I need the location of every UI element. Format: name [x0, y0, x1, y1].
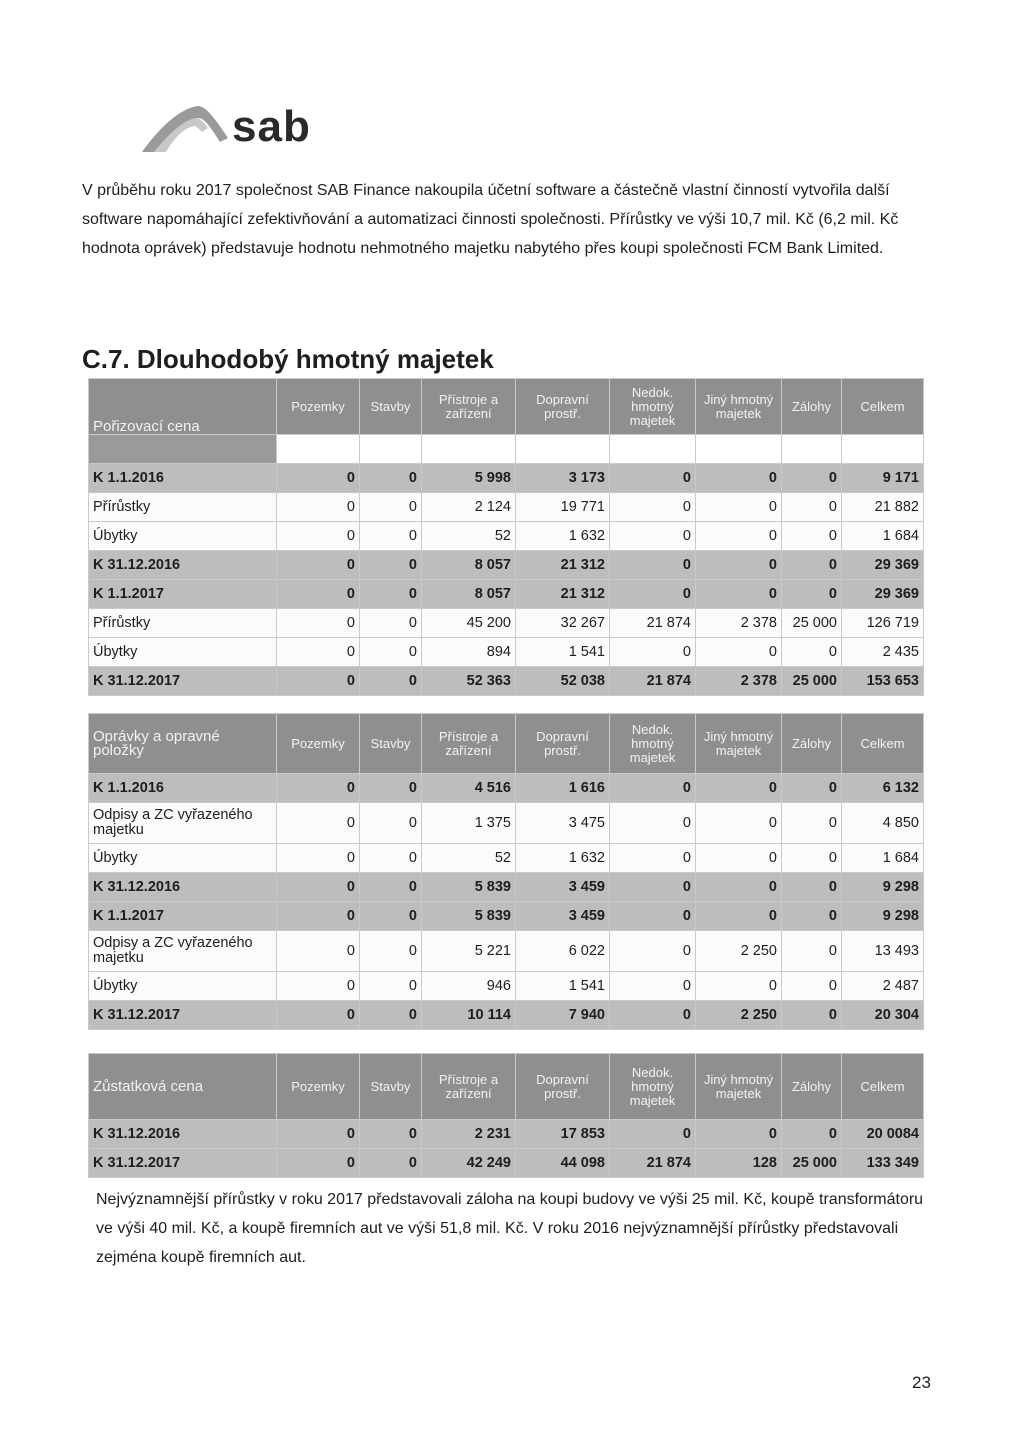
header-spacer	[782, 435, 842, 464]
cell-value: 0	[696, 902, 782, 931]
cell-value: 0	[360, 1120, 422, 1149]
cell-value: 0	[277, 551, 360, 580]
cell-value: 0	[360, 1149, 422, 1178]
column-header: Zálohy	[782, 379, 842, 435]
row-label: K 1.1.2016	[89, 774, 277, 803]
cell-value: 0	[277, 464, 360, 493]
cell-value: 0	[277, 609, 360, 638]
cell-value: 21 312	[516, 551, 610, 580]
cell-value: 2 378	[696, 609, 782, 638]
table-residual-value	[88, 1053, 924, 1178]
cell-value: 0	[360, 580, 422, 609]
cell-value: 52	[422, 844, 516, 873]
cell-value: 6 132	[842, 774, 924, 803]
cell-value: 45 200	[422, 609, 516, 638]
cell-value: 4 516	[422, 774, 516, 803]
page-number: 23	[912, 1373, 931, 1392]
cell-value: 0	[610, 493, 696, 522]
table-row	[89, 493, 924, 522]
cell-value: 19 771	[516, 493, 610, 522]
cell-value: 126 719	[842, 609, 924, 638]
cell-value: 0	[360, 551, 422, 580]
cell-value: 0	[360, 522, 422, 551]
cell-value: 0	[360, 803, 422, 844]
cell-value: 0	[782, 1001, 842, 1030]
table-body	[89, 774, 924, 1030]
column-header: Jiný hmotný majetek	[696, 379, 782, 435]
cell-value: 21 882	[842, 493, 924, 522]
cell-value: 0	[696, 522, 782, 551]
row-label: Přírůstky	[89, 493, 277, 522]
cell-value: 2 487	[842, 972, 924, 1001]
cell-value: 21 874	[610, 609, 696, 638]
cell-value: 0	[696, 803, 782, 844]
table-row	[89, 464, 924, 493]
cell-value: 0	[277, 873, 360, 902]
cell-value: 3 459	[516, 873, 610, 902]
cell-value: 7 940	[516, 1001, 610, 1030]
cell-value: 0	[610, 551, 696, 580]
cell-value: 1 632	[516, 522, 610, 551]
table-row	[89, 580, 924, 609]
cell-value: 0	[782, 774, 842, 803]
cell-value: 1 375	[422, 803, 516, 844]
cell-value: 0	[360, 609, 422, 638]
cell-value: 1 684	[842, 844, 924, 873]
header-spacer	[277, 435, 360, 464]
cell-value: 0	[277, 522, 360, 551]
cell-value: 0	[360, 972, 422, 1001]
row-label: Úbytky	[89, 972, 277, 1001]
cell-value: 3 173	[516, 464, 610, 493]
cell-value: 153 653	[842, 667, 924, 696]
table-row	[89, 1120, 924, 1149]
cell-value: 2 378	[696, 667, 782, 696]
cell-value: 17 853	[516, 1120, 610, 1149]
cell-value: 0	[277, 844, 360, 873]
table-row	[89, 972, 924, 1001]
table-body	[89, 1120, 924, 1178]
cell-value: 0	[277, 638, 360, 667]
cell-value: 0	[782, 522, 842, 551]
row-label: K 31.12.2017	[89, 1001, 277, 1030]
cell-value: 0	[610, 522, 696, 551]
cell-value: 32 267	[516, 609, 610, 638]
cell-value: 0	[277, 1001, 360, 1030]
column-header: Nedok. hmotný majetek	[610, 714, 696, 774]
column-header: Dopravní prostř.	[516, 714, 610, 774]
cell-value: 0	[696, 551, 782, 580]
cell-value: 0	[610, 873, 696, 902]
column-header: Zálohy	[782, 1054, 842, 1120]
cell-value: 0	[782, 580, 842, 609]
column-header: Přístroje a zařízení	[422, 714, 516, 774]
row-label: K 1.1.2017	[89, 902, 277, 931]
cell-value: 0	[610, 844, 696, 873]
cell-value: 0	[782, 972, 842, 1001]
cell-value: 0	[360, 638, 422, 667]
brand-logo-icon	[140, 100, 230, 154]
table-acquisition-cost	[88, 378, 924, 696]
cell-value: 0	[277, 902, 360, 931]
cell-value: 0	[360, 873, 422, 902]
column-header: Celkem	[842, 1054, 924, 1120]
cell-value: 20 0084	[842, 1120, 924, 1149]
cell-value: 29 369	[842, 580, 924, 609]
cell-value: 52	[422, 522, 516, 551]
column-header: Dopravní prostř.	[516, 1054, 610, 1120]
cell-value: 0	[782, 803, 842, 844]
cell-value: 0	[696, 580, 782, 609]
cell-value: 0	[610, 972, 696, 1001]
table-section-header	[89, 379, 277, 435]
table-depreciation	[88, 713, 924, 1030]
header-spacer	[422, 435, 516, 464]
cell-value: 0	[782, 551, 842, 580]
cell-value: 0	[277, 1120, 360, 1149]
header-spacer	[89, 435, 277, 464]
header-spacer	[610, 435, 696, 464]
cell-value: 52 363	[422, 667, 516, 696]
cell-value: 0	[782, 902, 842, 931]
column-header: Pozemky	[277, 1054, 360, 1120]
table-row	[89, 873, 924, 902]
column-header: Jiný hmotný majetek	[696, 714, 782, 774]
table-row	[89, 803, 924, 844]
header-spacer	[696, 435, 782, 464]
cell-value: 1 541	[516, 972, 610, 1001]
cell-value: 5 221	[422, 931, 516, 972]
table-row	[89, 667, 924, 696]
cell-value: 9 171	[842, 464, 924, 493]
brand-logo	[140, 100, 340, 160]
cell-value: 3 459	[516, 902, 610, 931]
cell-value: 20 304	[842, 1001, 924, 1030]
cell-value: 2 435	[842, 638, 924, 667]
row-label: Odpisy a ZC vyřazeného majetku	[89, 803, 277, 844]
cell-value: 0	[782, 638, 842, 667]
cell-value: 4 850	[842, 803, 924, 844]
cell-value: 0	[277, 972, 360, 1001]
cell-value: 0	[782, 844, 842, 873]
column-header: Nedok. hmotný majetek	[610, 379, 696, 435]
table-row	[89, 638, 924, 667]
cell-value: 44 098	[516, 1149, 610, 1178]
brand-name: sab	[232, 102, 311, 151]
cell-value: 0	[277, 580, 360, 609]
cell-value: 2 231	[422, 1120, 516, 1149]
cell-value: 0	[610, 1120, 696, 1149]
cell-value: 2 124	[422, 493, 516, 522]
section-label: Oprávky a opravné položky	[93, 727, 220, 759]
table-row	[89, 844, 924, 873]
row-label: Odpisy a ZC vyřazeného majetku	[89, 931, 277, 972]
cell-value: 8 057	[422, 551, 516, 580]
cell-value: 128	[696, 1149, 782, 1178]
cell-value: 5 839	[422, 902, 516, 931]
cell-value: 0	[277, 774, 360, 803]
cell-value: 0	[782, 464, 842, 493]
header-spacer	[842, 435, 924, 464]
row-label: K 31.12.2016	[89, 1120, 277, 1149]
column-header: Nedok. hmotný majetek	[610, 1054, 696, 1120]
cell-value: 0	[610, 580, 696, 609]
cell-value: 8 057	[422, 580, 516, 609]
cell-value: 0	[696, 873, 782, 902]
cell-value: 6 022	[516, 931, 610, 972]
cell-value: 5 839	[422, 873, 516, 902]
cell-value: 0	[277, 667, 360, 696]
row-label: K 31.12.2016	[89, 551, 277, 580]
table-row	[89, 1149, 924, 1178]
row-label: K 1.1.2017	[89, 580, 277, 609]
column-header: Stavby	[360, 714, 422, 774]
cell-value: 0	[782, 931, 842, 972]
table-body	[89, 464, 924, 696]
cell-value: 1 616	[516, 774, 610, 803]
cell-value: 0	[610, 931, 696, 972]
cell-value: 9 298	[842, 873, 924, 902]
cell-value: 0	[360, 667, 422, 696]
cell-value: 0	[360, 844, 422, 873]
cell-value: 5 998	[422, 464, 516, 493]
table-row	[89, 902, 924, 931]
cell-value: 0	[360, 931, 422, 972]
cell-value: 52 038	[516, 667, 610, 696]
cell-value: 0	[360, 493, 422, 522]
cell-value: 21 874	[610, 1149, 696, 1178]
section-heading: C.7. Dlouhodobý hmotný majetek	[82, 344, 494, 374]
row-label: K 31.12.2017	[89, 1149, 277, 1178]
row-label: K 31.12.2017	[89, 667, 277, 696]
cell-value: 25 000	[782, 667, 842, 696]
table-section-header	[89, 1054, 277, 1120]
table-row	[89, 551, 924, 580]
cell-value: 0	[782, 1120, 842, 1149]
cell-value: 0	[782, 493, 842, 522]
cell-value: 21 312	[516, 580, 610, 609]
cell-value: 0	[360, 902, 422, 931]
column-header: Celkem	[842, 714, 924, 774]
table-row	[89, 931, 924, 972]
cell-value: 0	[610, 638, 696, 667]
row-label: Úbytky	[89, 844, 277, 873]
cell-value: 0	[696, 638, 782, 667]
cell-value: 0	[360, 774, 422, 803]
table-section-header	[89, 714, 277, 774]
cell-value: 42 249	[422, 1149, 516, 1178]
cell-value: 0	[277, 803, 360, 844]
column-header: Stavby	[360, 1054, 422, 1120]
cell-value: 0	[610, 464, 696, 493]
table-row	[89, 1001, 924, 1030]
table-row	[89, 609, 924, 638]
cell-value: 25 000	[782, 609, 842, 638]
cell-value: 25 000	[782, 1149, 842, 1178]
cell-value: 0	[696, 493, 782, 522]
cell-value: 2 250	[696, 1001, 782, 1030]
cell-value: 9 298	[842, 902, 924, 931]
column-header: Pozemky	[277, 714, 360, 774]
cell-value: 3 475	[516, 803, 610, 844]
column-header: Jiný hmotný majetek	[696, 1054, 782, 1120]
row-label: K 1.1.2016	[89, 464, 277, 493]
cell-value: 1 541	[516, 638, 610, 667]
column-header: Dopravní prostř.	[516, 379, 610, 435]
row-label: K 31.12.2016	[89, 873, 277, 902]
table-row	[89, 774, 924, 803]
row-label: Úbytky	[89, 638, 277, 667]
cell-value: 894	[422, 638, 516, 667]
cell-value: 0	[360, 464, 422, 493]
cell-value: 0	[696, 844, 782, 873]
column-header: Zálohy	[782, 714, 842, 774]
cell-value: 0	[696, 972, 782, 1001]
table-row	[89, 522, 924, 551]
cell-value: 13 493	[842, 931, 924, 972]
cell-value: 21 874	[610, 667, 696, 696]
column-header: Přístroje a zařízení	[422, 379, 516, 435]
cell-value: 0	[277, 1149, 360, 1178]
column-header: Pozemky	[277, 379, 360, 435]
cell-value: 0	[277, 931, 360, 972]
cell-value: 0	[610, 803, 696, 844]
cell-value: 133 349	[842, 1149, 924, 1178]
cell-value: 0	[610, 902, 696, 931]
cell-value: 946	[422, 972, 516, 1001]
column-header: Stavby	[360, 379, 422, 435]
section-label: Zůstatková cena	[93, 1077, 204, 1095]
cell-value: 1 632	[516, 844, 610, 873]
row-label: Úbytky	[89, 522, 277, 551]
section-label: Pořizovací cena	[93, 418, 200, 435]
row-label: Přírůstky	[89, 609, 277, 638]
cell-value: 1 684	[842, 522, 924, 551]
header-spacer	[516, 435, 610, 464]
header-spacer	[360, 435, 422, 464]
column-header: Celkem	[842, 379, 924, 435]
cell-value: 0	[696, 464, 782, 493]
intro-paragraph: V průběhu roku 2017 společnost SAB Finance nakoupila účetní software a částečně vlastní činností vytvořila další software napomáhající zefektivňování a automatizaci činnosti společnosti. Přírůstky ve výši 10,7 mil. Kč (6,2 mil. Kč hodnota oprávek) představuje hodnotu nehmotného majetku nabytého přes koupi společnosti FCM Bank Limited.	[82, 182, 899, 257]
cell-value: 0	[277, 493, 360, 522]
cell-value: 0	[610, 1001, 696, 1030]
closing-paragraph: Nejvýznamnější přírůstky v roku 2017 představovali záloha na koupi budovy ve výši 25 mil. Kč, koupě transformátoru ve výši 40 mil. Kč, a koupě firemních aut ve výši 51,8 mil. Kč. V roku 2016 nejvýznamnější přírůstky představovali zejména koupě firemních aut.	[96, 1191, 924, 1266]
cell-value: 0	[782, 873, 842, 902]
cell-value: 0	[360, 1001, 422, 1030]
cell-value: 0	[696, 774, 782, 803]
cell-value: 29 369	[842, 551, 924, 580]
cell-value: 0	[696, 1120, 782, 1149]
cell-value: 2 250	[696, 931, 782, 972]
cell-value: 10 114	[422, 1001, 516, 1030]
cell-value: 0	[610, 774, 696, 803]
column-header: Přístroje a zařízení	[422, 1054, 516, 1120]
